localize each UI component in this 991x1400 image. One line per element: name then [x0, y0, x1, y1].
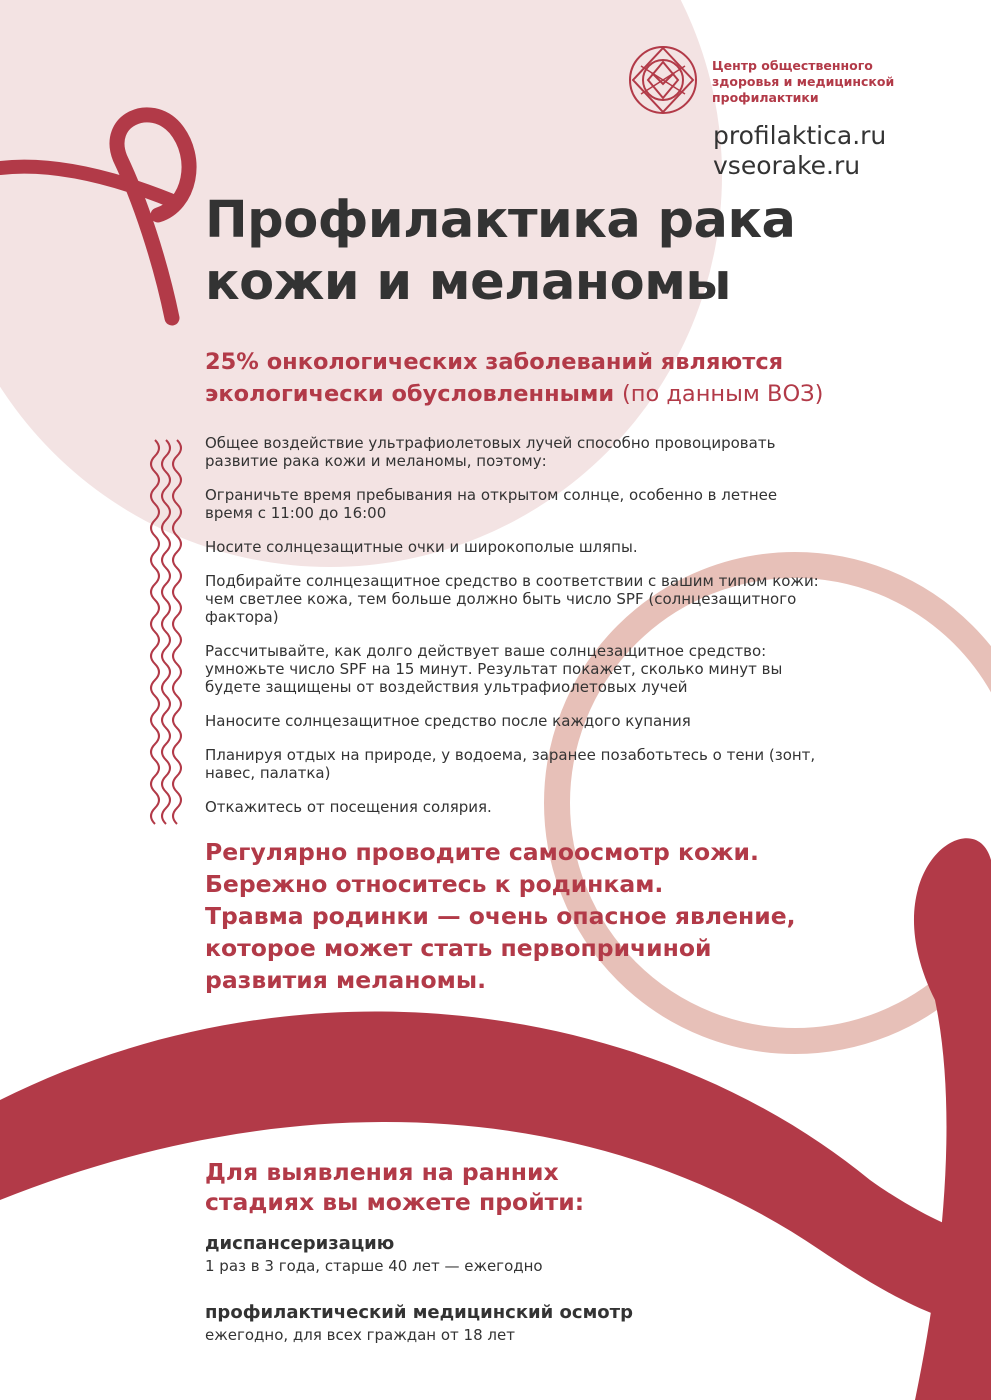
tip-item: Носите солнцезащитные очки и широкополые шляпы. [205, 538, 638, 556]
detection-heading-line: Для выявления на ранних [205, 1158, 559, 1186]
detection-item-title: профилактический медицинский осмотр [205, 1302, 633, 1323]
callout-line: которое может стать первопричиной [205, 934, 712, 962]
tip-item: Планируя отдых на природе, у водоема, заранее позаботьтесь о тени (зонт, навес, палатка) [205, 746, 816, 782]
org-name-line: Центр общественного [712, 58, 873, 73]
title-line: кожи и меланомы [205, 253, 732, 312]
subtitle [205, 346, 925, 410]
org-name-line: профилактики [712, 90, 819, 105]
detection-heading [205, 1157, 765, 1217]
org-name-line: здоровья и медицинской [712, 74, 895, 89]
tips-intro: Общее воздействие ультрафиолетовых лучей способно провоцировать развитие рака кожи и меланомы, поэтому: [205, 434, 776, 470]
callout-line: Бережно относитесь к родинкам. [205, 870, 664, 898]
tip-item: Наносите солнцезащитное средство после каждого купания [205, 712, 691, 730]
callout-text [205, 836, 845, 996]
callout-line: Регулярно проводите самоосмотр кожи. [205, 838, 759, 866]
subtitle-emphasis: экологически обусловленными [205, 381, 615, 407]
callout-line: Травма родинки — очень опасное явление, [205, 902, 796, 930]
callout-line: развития меланомы. [205, 966, 487, 994]
tip-item: Рассчитывайте, как долго действует ваше солнцезащитное средство: умножьте число SPF на 15 минут. Результат покажет, сколько минут вы будете защищены от воздействия ультрафиолетовых лучей [205, 642, 783, 696]
tip-item: Подбирайте солнцезащитное средство в соответствии с вашим типом кожи: чем светлее кожа, тем больше должно быть число SPF (солнцезащитного фактора) [205, 572, 819, 626]
detection-heading-line: стадиях вы можете пройти: [205, 1188, 585, 1216]
website-link-vseorake[interactable]: vseorake.ru [713, 151, 861, 180]
subtitle-line-2 [205, 378, 925, 410]
subtitle-source-note: (по данным ВОЗ) [621, 381, 824, 407]
tips-list [205, 434, 825, 832]
ribbon-vertical-band [914, 838, 991, 1400]
detection-item-desc: 1 раз в 3 года, старше 40 лет — ежегодно [205, 1257, 543, 1275]
title-line: Профилактика рака [205, 191, 796, 250]
tip-item: Откажитесь от посещения солярия. [205, 798, 492, 816]
tip-item: Ограничьте время пребывания на открытом солнце, особенно в летнее время с 11:00 до 16:00 [205, 486, 778, 522]
page-title [205, 190, 905, 314]
website-link-profilaktica[interactable]: profilaktica.ru [713, 121, 887, 150]
detection-item-desc: ежегодно, для всех граждан от 18 лет [205, 1326, 515, 1344]
detection-item-title: диспансеризацию [205, 1233, 395, 1254]
subtitle-line: 25% онкологических заболеваний являются [205, 349, 784, 375]
org-name [712, 58, 972, 106]
